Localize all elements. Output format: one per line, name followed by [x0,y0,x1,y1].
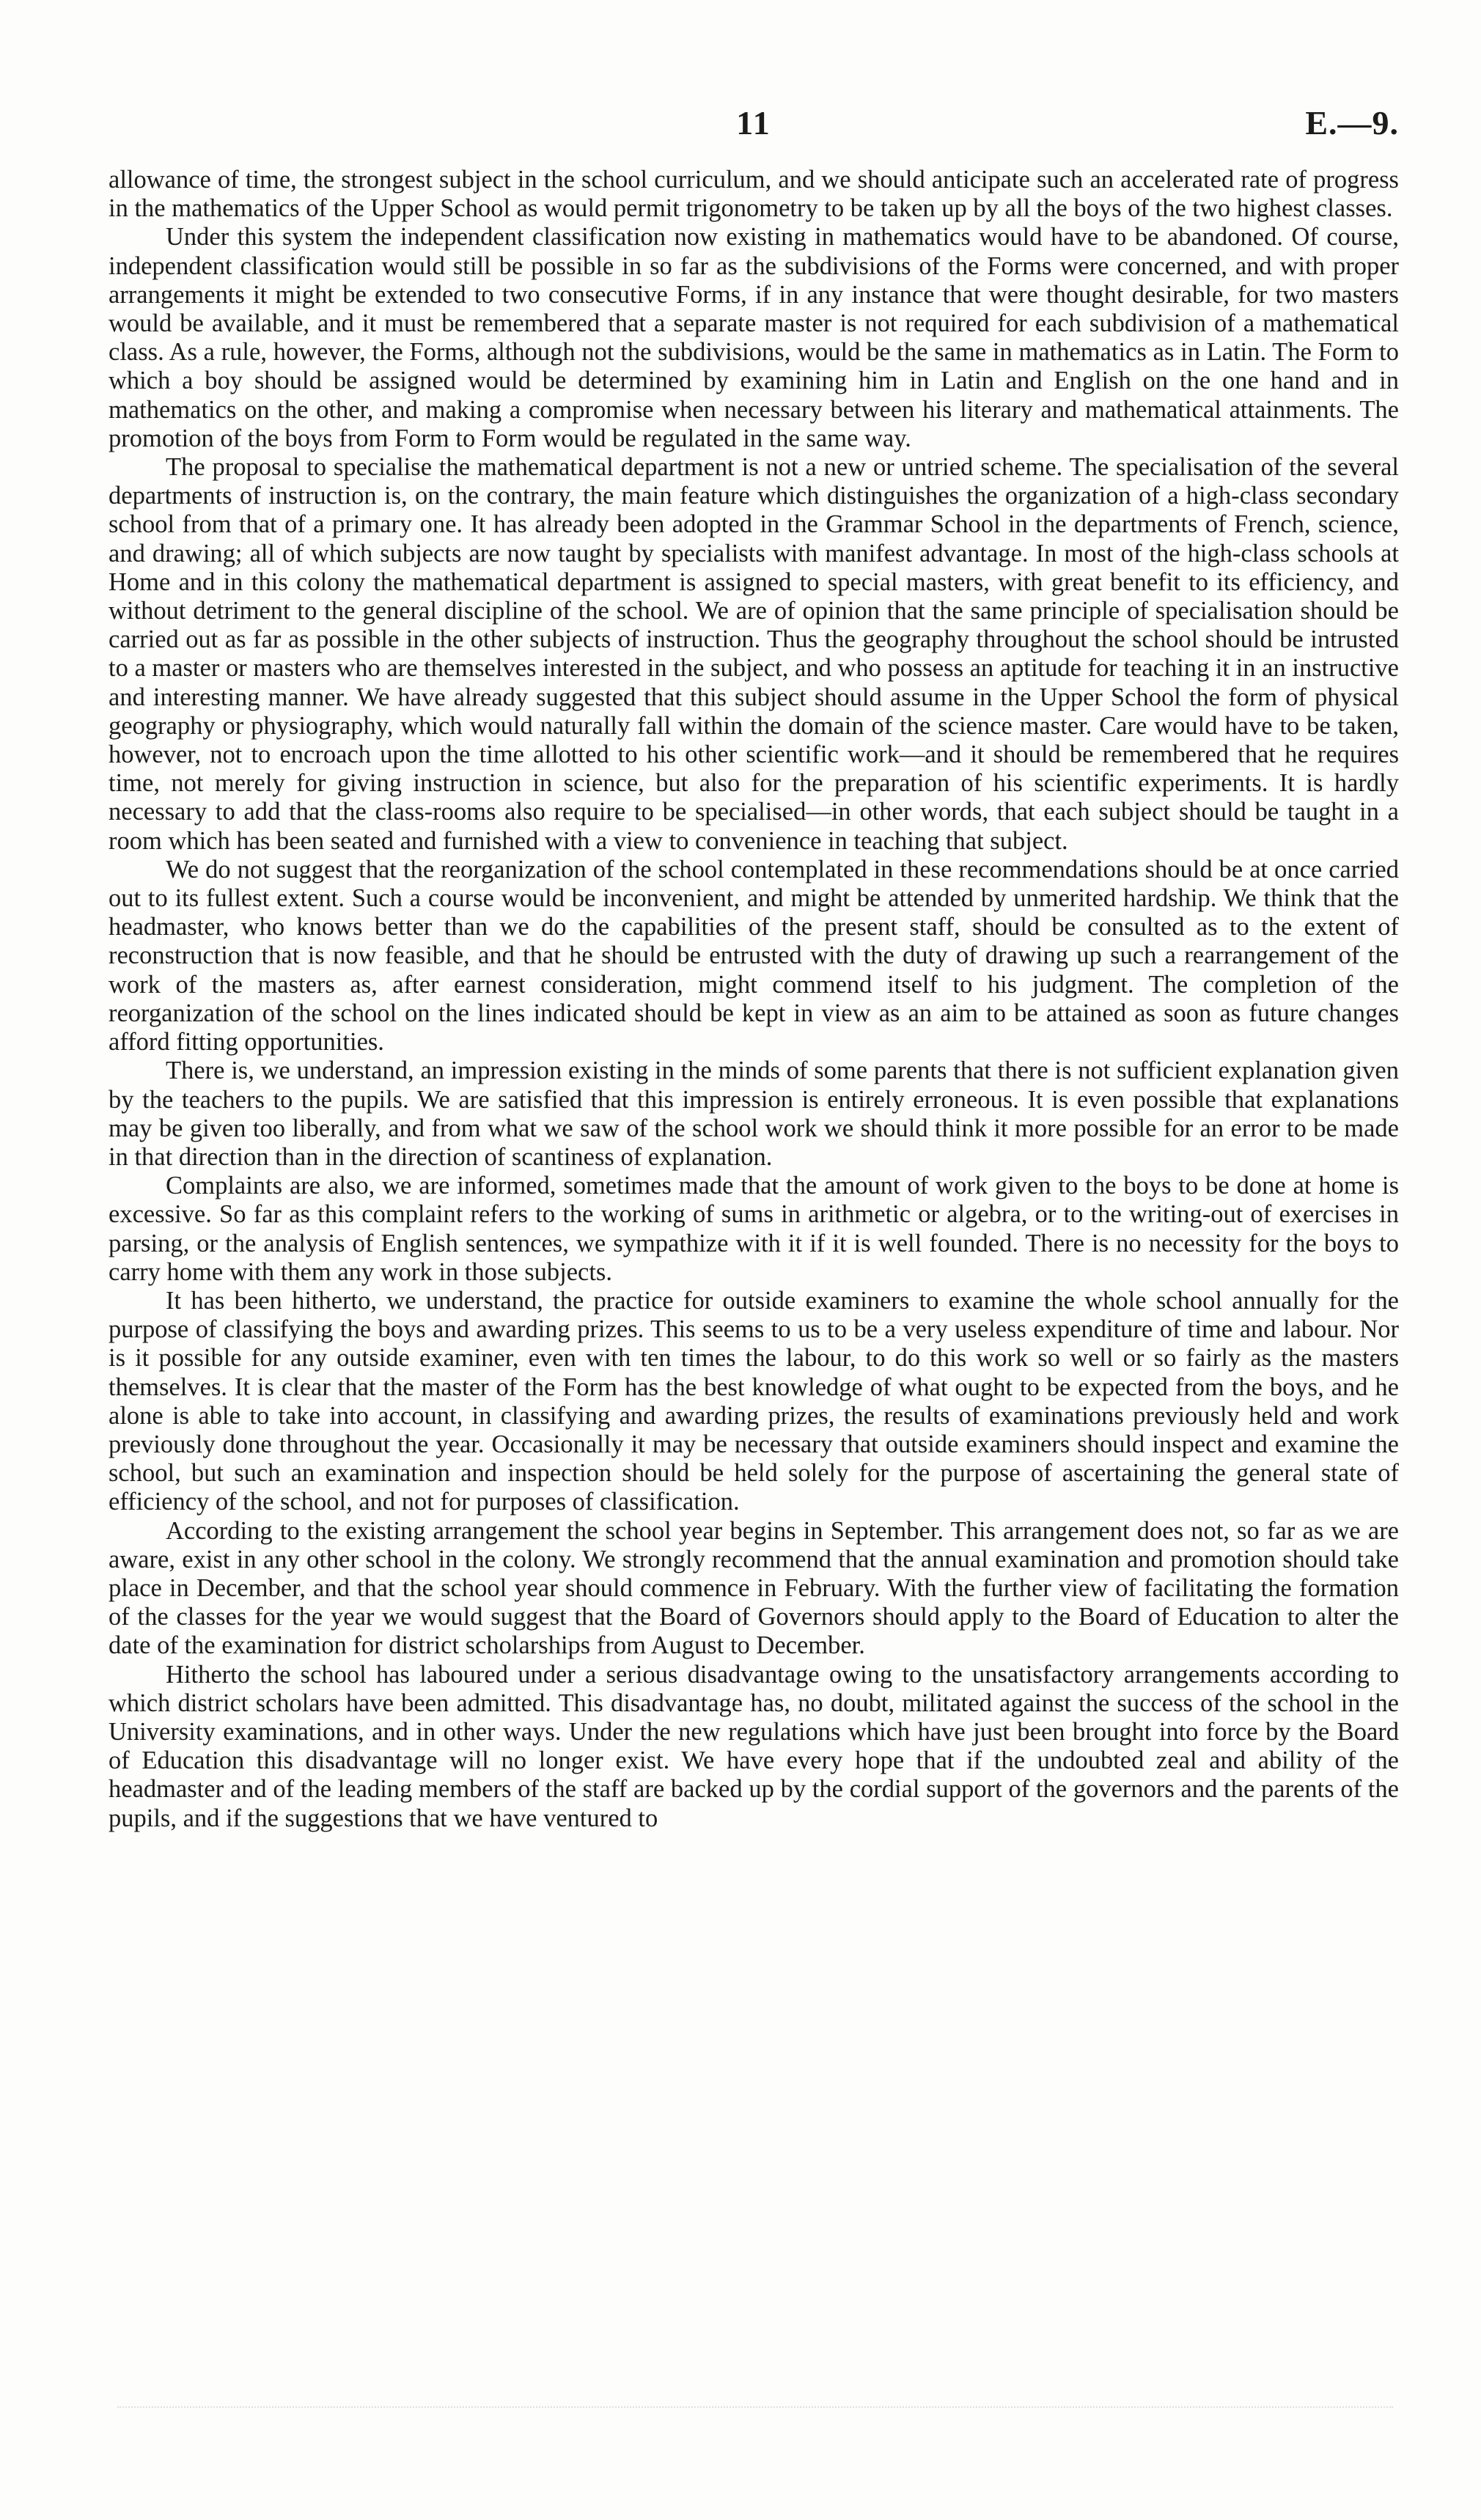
document-reference: E.—9. [1305,104,1399,142]
paragraph-reorganization: We do not suggest that the reorganization of the school contemplated in these recommendations should be at once carried out to its fullest extent. Such a course would be inconvenient, and might be attended by unmerited hardship. We think that the headmaster, who knows better than we do the capabilities of the present staff, should be consulted as to the extent of reconstruction that is now feasible, and that he should be entrusted with the duty of drawing up such a rearrangement of the work of the masters as, after earnest consideration, might commend itself to his judgment. The completion of the reorganization of the school on the lines indicated should be kept in view as an aim to be attained as soon as future changes afford fitting opportunities. [109,855,1399,1057]
page-header [109,101,1399,145]
print-specks-divider [117,2406,1393,2415]
paragraph-continuation: allowance of time, the strongest subject in the school curriculum, and we should anticipate such an accelerated rate of progress in the mathematics of the Upper School as would permit trigonometry to be taken up by all the boys of the two highest classes. [109,166,1399,223]
body-text [109,166,1399,1833]
paragraph-homework: Complaints are also, we are informed, sometimes made that the amount of work given to the boys to be done at home is excessive. So far as this complaint refers to the working of sums in arithmetic or algebra, or to the writing-out of exercises in parsing, or the analysis of English sentences, we sympathize with it if it is well founded. There is no necessity for the boys to carry home with them any work in those subjects. [109,1172,1399,1286]
paragraph-independent-classification: Under this system the independent classification now existing in mathematics would have to be abandoned. Of course, independent classification would still be possible in so far as the subdivisions of the Forms were concerned, and with proper arrangements it might be extended to two consecutive Forms, if in any instance that were thought desirable, for two masters would be available, and it must be remembered that a separate master is not required for each subdivision of a mathematical class. As a rule, however, the Forms, although not the subdivisions, would be the same in mathematics as in Latin. The Form to which a boy should be assigned would be determined by examining him in Latin and English on the one hand and in mathematics on the other, and making a compromise when necessary between his literary and mathematical attainments. The promotion of the boys from Form to Form would be regulated in the same way. [109,223,1399,452]
paragraph-outside-examiners: It has been hitherto, we understand, the practice for outside examiners to examine the whole school annually for the purpose of classifying the boys and awarding prizes. This seems to us to be a very useless expenditure of time and labour. Nor is it possible for any outside examiner, even with ten times the labour, to do this work so well or so fairly as the masters themselves. It is clear that the master of the Form has the best knowledge of what ought to be expected from the boys, and he alone is able to take into account, in classifying and awarding prizes, the results of examinations previously held and work previously done throughout the year. Occasionally it may be necessary that outside examiners should inspect and examine the school, but such an examination and inspection should be held solely for the purpose of ascertaining the general state of efficiency of the school, and not for purposes of classification. [109,1286,1399,1516]
paragraph-specialisation: The proposal to specialise the mathematical department is not a new or untried scheme. The specialisation of the several departments of instruction is, on the contrary, the main feature which distinguishes the organization of a high-class secondary school from that of a primary one. It has already been adopted in the Grammar School in the departments of French, science, and drawing; all of which subjects are now taught by specialists with manifest advantage. In most of the high-class schools at Home and in this colony the mathematical department is assigned to special masters, with great benefit to its efficiency, and without detriment to the general discipline of the school. We are of opinion that the same principle of specialisation should be carried out as far as possible in the other subjects of instruction. Thus the geography throughout the school should be intrusted to a master or masters who are themselves interested in the subject, and who possess an aptitude for teaching it in an instructive and interesting manner. We have already suggested that this subject should assume in the Upper School the form of physical geography or physiography, which would naturally fall within the domain of the science master. Care would have to be taken, however, not to encroach upon the time allotted to his other scientific work—and it should be remembered that he requires time, not merely for giving instruction in science, but also for the preparation of his scientific experiments. It is hardly necessary to add that the class-rooms also require to be specialised—in other words, that each subject should be taught in a room which has been seated and furnished with a view to convenience in teaching that subject. [109,453,1399,855]
page-number: 11 [736,104,771,142]
paragraph-school-year: According to the existing arrangement the school year begins in September. This arrangement does not, so far as we are aware, exist in any other school in the colony. We strongly recommend that the annual examination and promotion should take place in December, and that the school year should commence in February. With the further view of facilitating the formation of the classes for the year we would suggest that the Board of Governors should apply to the Board of Education to alter the date of the examination for district scholarships from August to December. [109,1516,1399,1660]
paragraph-explanation: There is, we understand, an impression existing in the minds of some parents that there is not sufficient explanation given by the teachers to the pupils. We are satisfied that this impression is entirely erroneous. It is even possible that explanations may be given too liberally, and from what we saw of the school work we should think it more possible for an error to be made in that direction than in the direction of scantiness of explanation. [109,1057,1399,1171]
paragraph-district-scholars: Hitherto the school has laboured under a serious disadvantage owing to the unsatisfactory arrangements according to which district scholars have been admitted. This disadvantage has, no doubt, militated against the success of the school in the University examinations, and in other ways. Under the new regulations which have just been brought into force by the Board of Education this disadvantage will no longer exist. We have every hope that if the undoubted zeal and ability of the headmaster and of the leading members of the staff are backed up by the cordial support of the governors and the parents of the pupils, and if the suggestions that we have ventured to [109,1660,1399,1832]
